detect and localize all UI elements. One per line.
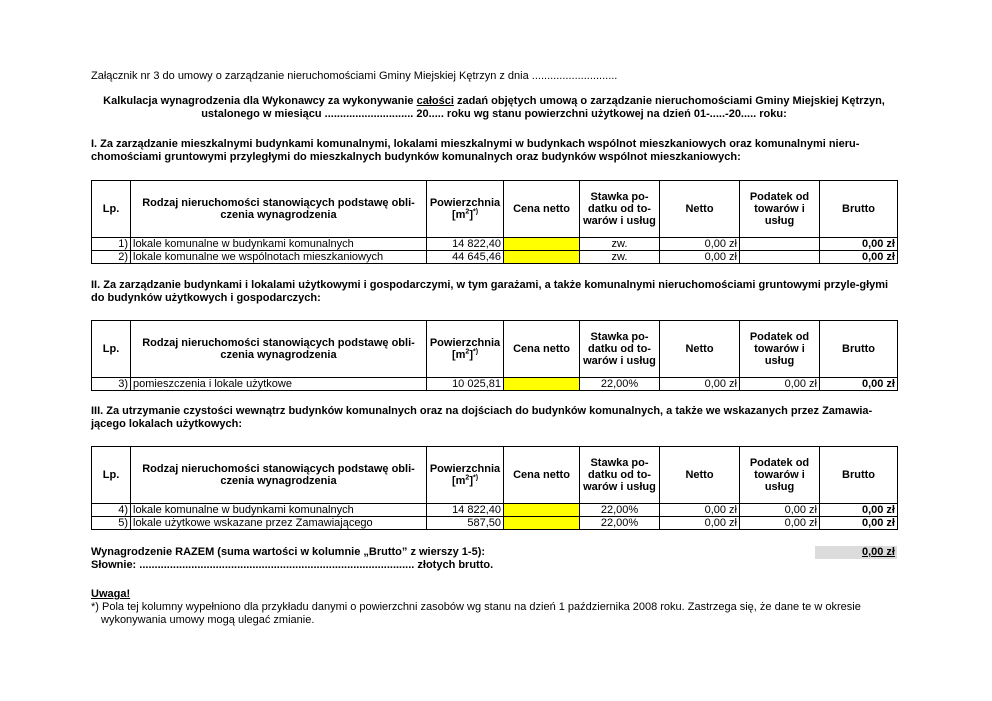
table-header-row bbox=[92, 321, 898, 378]
header-name: Rodzaj nieruchomości stanowiących podstawę obli-czenia wynagrodzenia bbox=[131, 181, 427, 238]
table-header-row bbox=[92, 447, 898, 504]
cell-lp: 1) bbox=[92, 238, 131, 251]
cell-rate: 22,00% bbox=[580, 517, 660, 530]
note-text bbox=[91, 601, 897, 627]
header-net: Netto bbox=[660, 181, 740, 238]
cell-tax: 0,00 zł bbox=[740, 378, 820, 391]
cell-name: pomieszczenia i lokale użytkowe bbox=[131, 378, 427, 391]
header-tax: Podatek od towarów i usług bbox=[740, 321, 820, 378]
cell-tax: 0,00 zł bbox=[740, 504, 820, 517]
table-row bbox=[92, 517, 898, 530]
cell-rate: 22,00% bbox=[580, 504, 660, 517]
title-line2: ustalonego w miesiącu ............................. 20..... roku wg stanu powierzchni użytkowej na dzień 01-.....-20..... roku: bbox=[201, 108, 787, 120]
cell-net: 0,00 zł bbox=[660, 238, 740, 251]
header-price: Cena netto bbox=[504, 181, 580, 238]
cell-brutto: 0,00 zł bbox=[820, 517, 898, 530]
header-tax: Podatek od towarów i usług bbox=[740, 447, 820, 504]
annex-intro: Załącznik nr 3 do umowy o zarządzanie nieruchomościami Gminy Miejskiej Kętrzyn z dnia ............................ bbox=[91, 70, 618, 82]
cell-area: 14 822,40 bbox=[427, 504, 504, 517]
total-words: Słownie: .......................................................................................... złotych brutto. bbox=[91, 559, 494, 571]
header-area: Powierzchnia $[m^2]^{*)}$ bbox=[427, 181, 504, 238]
header-area: Powierzchnia $[m^2]^{*)}$ bbox=[427, 447, 504, 504]
header-lp: Lp. bbox=[92, 181, 131, 238]
header-price: Cena netto bbox=[504, 447, 580, 504]
header-area: Powierzchnia $[m^2]^{*)}$ bbox=[427, 321, 504, 378]
cell-tax bbox=[740, 251, 820, 264]
header-brutto: Brutto bbox=[820, 447, 898, 504]
cell-area: 44 645,46 bbox=[427, 251, 504, 264]
header-net: Netto bbox=[660, 321, 740, 378]
header-name: Rodzaj nieruchomości stanowiących podstawę obli-czenia wynagrodzenia bbox=[131, 447, 427, 504]
title-part2: zadań objętych umową o zarządzanie nieruchomościami Gminy Miejskiej Kętrzyn, bbox=[453, 95, 885, 107]
document-title bbox=[91, 95, 897, 121]
table-row bbox=[92, 378, 898, 391]
cell-brutto: 0,00 zł bbox=[820, 251, 898, 264]
section-2-table bbox=[91, 320, 898, 391]
header-lp: Lp. bbox=[92, 447, 131, 504]
cell-area: 14 822,40 bbox=[427, 238, 504, 251]
cell-lp: 5) bbox=[92, 517, 131, 530]
cell-rate: zw. bbox=[580, 251, 660, 264]
cell-brutto: 0,00 zł bbox=[820, 378, 898, 391]
header-net: Netto bbox=[660, 447, 740, 504]
cell-rate: zw. bbox=[580, 238, 660, 251]
total-label: Wynagrodzenie RAZEM (suma wartości w kolumnie „Brutto” z wierszy 1-5): bbox=[91, 546, 486, 558]
cell-price-input[interactable] bbox=[504, 238, 580, 251]
header-rate: Stawka po-datku od to-warów i usług bbox=[580, 181, 660, 238]
header-brutto: Brutto bbox=[820, 321, 898, 378]
title-part1: Kalkulacja wynagrodzenia dla Wykonawcy za wykonywanie bbox=[103, 95, 417, 107]
cell-brutto: 0,00 zł bbox=[820, 238, 898, 251]
cell-net: 0,00 zł bbox=[660, 517, 740, 530]
note-heading: Uwaga! bbox=[91, 588, 131, 600]
table-header-row bbox=[92, 181, 898, 238]
table-row bbox=[92, 504, 898, 517]
cell-area: 587,50 bbox=[427, 517, 504, 530]
cell-lp: 4) bbox=[92, 504, 131, 517]
header-brutto: Brutto bbox=[820, 181, 898, 238]
cell-price-input[interactable] bbox=[504, 517, 580, 530]
cell-net: 0,00 zł bbox=[660, 504, 740, 517]
table-row bbox=[92, 251, 898, 264]
note-line-1: *) Pola tej kolumny wypełniono dla przykładu danymi o powierzchni zasobów wg stanu na dzień 1 października 2008 roku. Zastrzega się, że dane te w okresie bbox=[91, 601, 861, 613]
cell-brutto: 0,00 zł bbox=[820, 504, 898, 517]
header-rate: Stawka po-datku od to-warów i usług bbox=[580, 447, 660, 504]
title-underlined: całości bbox=[416, 95, 454, 107]
note-line-2: wykonywania umowy mogą ulegać zmianie. bbox=[101, 614, 315, 626]
cell-lp: 3) bbox=[92, 378, 131, 391]
header-name: Rodzaj nieruchomości stanowiących podstawę obli-czenia wynagrodzenia bbox=[131, 321, 427, 378]
section-1-table bbox=[91, 180, 898, 264]
header-rate: Stawka po-datku od to-warów i usług bbox=[580, 321, 660, 378]
section-2-heading: II. Za zarządzanie budynkami i lokalami użytkowymi i gospodarczymi, w tym garażami, a także komunalnymi nieruchomościami gruntowymi przyle-głymi do budynków użytkowych i gospodarczych: bbox=[91, 279, 889, 304]
section-3-heading: III. Za utrzymanie czystości wewnątrz budynków komunalnych oraz na dojściach do budynków komunalnych, a także we wskazanych przez Zamawia-jącego lokalach użytkowych: bbox=[91, 405, 873, 430]
cell-rate: 22,00% bbox=[580, 378, 660, 391]
cell-name: lokale użytkowe wskazane przez Zamawiającego bbox=[131, 517, 427, 530]
cell-price-input[interactable] bbox=[504, 504, 580, 517]
header-tax: Podatek od towarów i usług bbox=[740, 181, 820, 238]
cell-name: lokale komunalne w budynkami komunalnych bbox=[131, 238, 427, 251]
cell-tax bbox=[740, 238, 820, 251]
total-value: 0,00 zł bbox=[815, 546, 897, 559]
cell-tax: 0,00 zł bbox=[740, 517, 820, 530]
cell-name: lokale komunalne we wspólnotach mieszkaniowych bbox=[131, 251, 427, 264]
total-block bbox=[91, 546, 897, 572]
cell-price-input[interactable] bbox=[504, 378, 580, 391]
cell-lp: 2) bbox=[92, 251, 131, 264]
section-3-table bbox=[91, 446, 898, 530]
cell-price-input[interactable] bbox=[504, 251, 580, 264]
section-1-heading: I. Za zarządzanie mieszkalnymi budynkami komunalnymi, lokalami mieszkalnymi w budynkach wspólnot mieszkaniowych oraz komunalnymi nieru-chomościami gruntowymi przyległymi do mieszkalnych budynków komunalnych oraz budynków wspólnot mieszkaniowych: bbox=[91, 138, 860, 163]
table-row bbox=[92, 238, 898, 251]
cell-net: 0,00 zł bbox=[660, 251, 740, 264]
header-lp: Lp. bbox=[92, 321, 131, 378]
cell-net: 0,00 zł bbox=[660, 378, 740, 391]
cell-name: lokale komunalne w budynkami komunalnych bbox=[131, 504, 427, 517]
cell-area: 10 025,81 bbox=[427, 378, 504, 391]
header-price: Cena netto bbox=[504, 321, 580, 378]
